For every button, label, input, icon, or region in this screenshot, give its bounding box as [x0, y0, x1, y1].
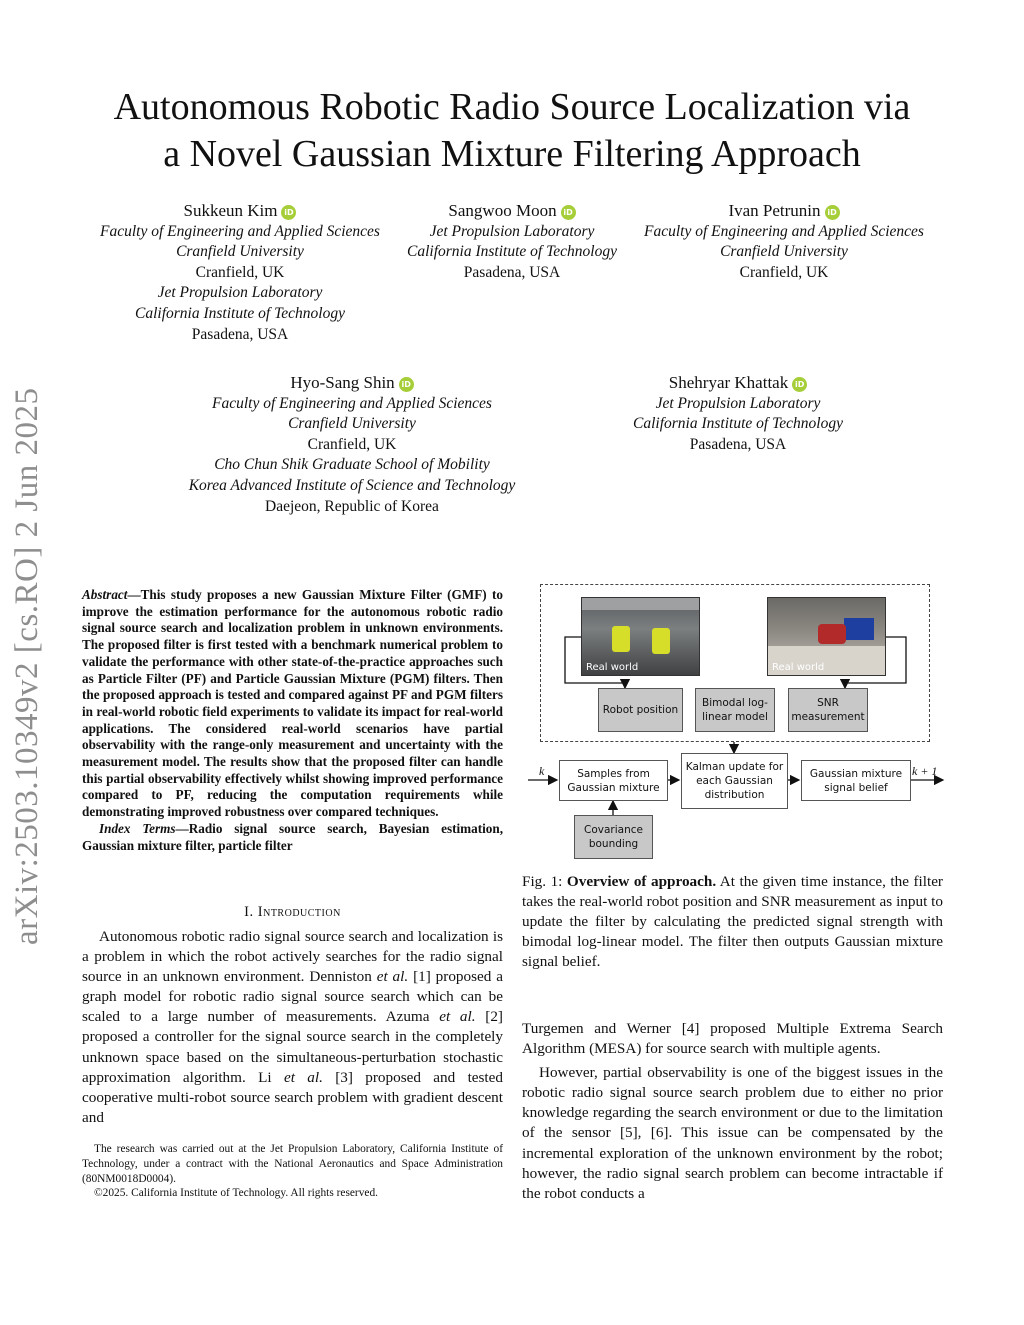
affiliation: Cranfield, UK — [195, 263, 285, 281]
robot-position-block: Robot position — [598, 688, 683, 732]
etal: et al. — [376, 968, 409, 986]
author-name: Sangwoo Moon — [448, 201, 557, 220]
affiliation: Cranfield, UK — [739, 263, 829, 281]
gaussian-belief-block: Gaussian mixture signal belief — [801, 760, 911, 801]
section-title: Introduction — [257, 904, 341, 920]
figure-caption — [522, 872, 943, 972]
affiliation: Cho Chun Shik Graduate School of Mobility — [214, 456, 490, 474]
bimodal-model-block: Bimodal log-linear model — [695, 688, 775, 732]
orcid-icon[interactable]: iD — [825, 205, 840, 220]
affiliation: Korea Advanced Institute of Science and Technology — [188, 476, 516, 494]
paragraph: Turgemen and Werner [4] proposed Multiple Extrema Search Algorithm (MESA) for source search with multiple agents. — [522, 1020, 943, 1058]
affiliation: Pasadena, USA — [463, 263, 561, 281]
orcid-icon[interactable]: iD — [281, 205, 296, 220]
time-k1-label: k + 1 — [912, 764, 938, 778]
covariance-bounding-block: Covariance bounding — [574, 815, 653, 859]
author-name: Hyo-Sang Shin — [290, 373, 395, 392]
affiliation: Jet Propulsion Laboratory — [157, 284, 323, 302]
affiliation: California Institute of Technology — [135, 304, 345, 322]
affiliation: Jet Propulsion Laboratory — [429, 222, 595, 240]
caption-prefix: Fig. 1: — [522, 873, 567, 890]
author-name: Sukkeun Kim — [183, 201, 278, 220]
affiliation: Jet Propulsion Laboratory — [655, 394, 821, 412]
affiliation: Pasadena, USA — [191, 325, 289, 343]
affiliation: Cranfield University — [720, 243, 848, 261]
caption-bold: Overview of approach. — [566, 873, 717, 890]
affiliation: Cranfield University — [288, 415, 416, 433]
etal: et al. — [439, 1008, 476, 1026]
abstract-text: —This study proposes a new Gaussian Mixture Filter (GMF) to improve the estimation performance for the autonomous robotic radio signal source search and localization problem in unknown environments. The proposed filter is first tested with a benchmark numerical problem to validate the performance with other state-of-the-practice approaches such as Particle Filter (PF) and Particle Gaussian Mixture (PGM) filters. Then the proposed approach is tested and compared against PF and PGM filters in real-world robotic field experiments to validate its impact for real-world applications. The considered real-world scenarios have partial observability with the range-only measurement and uncertainty with the measurement model. The results show that the proposed filter can handle this partial observability effectively whilst showing improved performance compared to PF, reducing the computation requirements while demonstrating improved robustness over compared techniques. — [82, 587, 503, 820]
orcid-icon[interactable]: iD — [561, 205, 576, 220]
author-name: Ivan Petrunin — [728, 201, 821, 220]
affiliation: Daejeon, Republic of Korea — [265, 497, 439, 515]
photo-label: Real world — [772, 662, 825, 673]
right-column-text — [522, 1019, 943, 1204]
paragraph: However, partial observability is one of the biggest issues in the robotic radio signal source search problem due to either no prior knowledge regarding the search environment or due to the limitation of the sensor [5], [6]. This issue can be compensated by the incremental exploration of the unknown environment by the robot; however, the radio signal search problem can become intractable if the robot conducts a — [522, 1064, 943, 1202]
affiliation: Faculty of Engineering and Applied Sciences — [100, 222, 380, 240]
affiliation: California Institute of Technology — [407, 243, 617, 261]
etal: et al. — [283, 1068, 323, 1086]
affiliation: California Institute of Technology — [633, 415, 843, 433]
orcid-icon[interactable]: iD — [399, 377, 414, 392]
time-k-label: k — [539, 764, 545, 778]
affiliation: Cranfield University — [176, 243, 304, 261]
footnote-copyright: ©2025. California Institute of Technology. All rights reserved. — [94, 1187, 379, 1200]
intro-text-span: [2] proposed a controller for the signal source search in the completely unknown space based on the simultaneous-perturbation stochastic approximation algorithm. Li — [82, 1008, 503, 1086]
intro-text-span: Autonomous robotic radio signal source search and localization is a problem in which the robot actively searches for the radio signal source in an unknown environment. Denniston — [82, 928, 503, 986]
index-terms-text: —Radio signal source search, Bayesian estimation, Gaussian mixture filter, particle filter — [82, 820, 503, 853]
affiliation: Pasadena, USA — [689, 435, 787, 453]
index-terms-label: Index Terms — [99, 820, 176, 836]
author-name: Shehryar Khattak — [668, 373, 789, 392]
kalman-update-block: Kalman update for each Gaussian distribution — [681, 753, 788, 809]
affiliation: Faculty of Engineering and Applied Sciences — [644, 222, 924, 240]
title-line-2: a Novel Gaussian Mixture Filtering Approach — [163, 133, 861, 175]
abstract-label: Abstract — [82, 587, 128, 602]
orcid-icon[interactable]: iD — [792, 377, 807, 392]
section-number: I. — [244, 904, 254, 920]
caption-text: At the given time instance, the filter takes the real-world robot position and SNR measurement as input to update the filter by calculating the predicted signal strength with bimodal log-linear model. The filter then outputs Gaussian mixture signal belief. — [522, 873, 943, 971]
footnote-funding: The research was carried out at the Jet Propulsion Laboratory, California Institute of Technology, under a contract with the National Aeronautics and Space Administration (80NM0018D0004). — [82, 1143, 503, 1185]
affiliation: Cranfield, UK — [307, 435, 397, 453]
arxiv-stamp: arXiv:2503.10349v2 [cs.RO] 2 Jun 2025 — [9, 387, 45, 945]
title-line-1: Autonomous Robotic Radio Source Localization via — [113, 86, 911, 128]
snr-measurement-block: SNR measurement — [788, 688, 868, 732]
affiliation: Faculty of Engineering and Applied Sciences — [212, 394, 492, 412]
intro-text-span: [3] proposed and tested cooperative multi-robot source search problem with gradient descent and — [82, 1068, 503, 1126]
intro-text-span: [1] proposed a graph model for robotic radio signal source search which can be scaled to a large number of measurements. Azuma — [82, 968, 503, 1026]
samples-block: Samples from Gaussian mixture — [559, 760, 668, 801]
photo-label: Real world — [586, 662, 639, 673]
